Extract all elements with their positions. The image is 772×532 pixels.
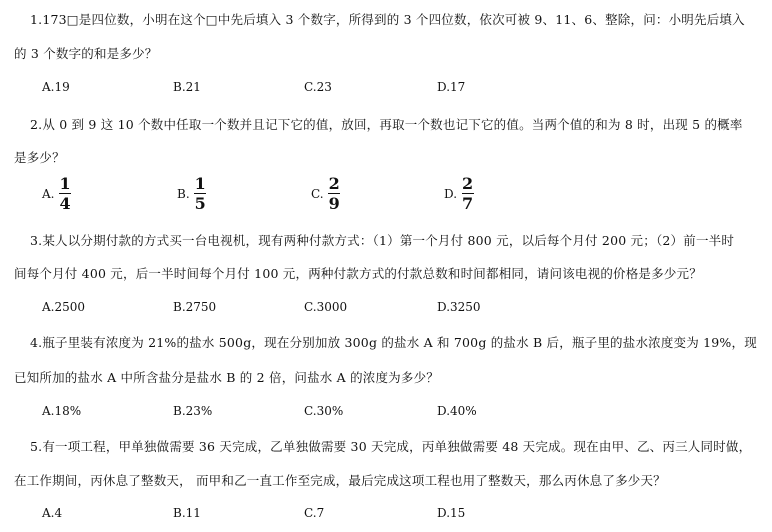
q1-option-d: D.17 [437, 80, 466, 94]
q5-option-a: A.4 [42, 506, 63, 520]
denominator: 7 [462, 194, 474, 213]
q5-option-b: B.11 [173, 506, 201, 520]
q4-option-c: C.30% [304, 404, 344, 418]
option-label: C. [311, 186, 324, 201]
q2-option-b [177, 175, 208, 212]
q4-text-line-1: 4.瓶子里装有浓度为 21%的盐水 500g，现在分别加放 300g 的盐水 A 和 700g 的盐水 B 后，瓶子里的盐水浓度变为 19%，现 [30, 335, 757, 350]
q4-option-b: B.23% [173, 404, 213, 418]
q1-text-line-2: 的 3 个数字的和是多少？ [14, 46, 158, 61]
q3-text-line-1: 3.某人以分期付款的方式买一台电视机，现有两种付款方式：（1）第一个月付 800 元，以后每个月付 200 元；（2）前一半时 [30, 233, 735, 248]
q5-text-line-1: 5.有一项工程，甲单独做需要 36 天完成，乙单独做需要 30 天完成，丙单独做需要 48 天完成。现在由甲、乙、丙三人同时做， [30, 439, 752, 454]
option-label: B. [177, 186, 190, 201]
q4-option-d: D.40% [437, 404, 477, 418]
q3-option-c: C.3000 [304, 300, 348, 314]
q5-text-line-2: 在工作期间，丙休息了整数天， 而甲和乙一直工作至完成，最后完成这项工程也用了整数天，那么丙休息了多少天？ [14, 473, 666, 488]
q4-option-a: A.18% [42, 404, 82, 418]
q2-option-a [42, 175, 73, 212]
q2-text-line-1: 2.从 0 到 9 这 10 个数中任取一个数并且记下它的值，放回，再取一个数也记下它的值。当两个值的和为 8 时，出现 5 的概率 [30, 117, 743, 132]
denominator: 9 [328, 194, 340, 213]
denominator: 4 [59, 194, 71, 213]
q2-option-d [444, 175, 475, 212]
numerator: 1 [194, 174, 206, 193]
q1-option-b: B.21 [173, 80, 201, 94]
fraction [193, 175, 208, 212]
q3-option-b: B.2750 [173, 300, 217, 314]
fraction [460, 175, 475, 212]
option-label: A. [42, 186, 55, 201]
q4-text-line-2: 已知所加的盐水 A 中所含盐分是盐水 B 的 2 倍，问盐水 A 的浓度为多少？ [14, 370, 439, 385]
numerator: 2 [328, 174, 340, 193]
q3-text-line-2: 间每个月付 400 元，后一半时间每个月付 100 元，两种付款方式的付款总数和时间都相同，请问该电视的价格是多少元？ [14, 266, 702, 281]
option-label: D. [444, 186, 458, 201]
numerator: 2 [462, 174, 474, 193]
q5-option-d: D.15 [437, 506, 466, 520]
denominator: 5 [194, 194, 206, 213]
numerator: 1 [59, 174, 71, 193]
fraction [57, 175, 72, 212]
q1-option-c: C.23 [304, 80, 332, 94]
q5-option-c: C.7 [304, 506, 325, 520]
q3-option-d: D.3250 [437, 300, 481, 314]
q2-text-line-2: 是多少？ [14, 150, 65, 165]
fraction [327, 175, 342, 212]
q3-option-a: A.2500 [42, 300, 86, 314]
q1-option-a: A.19 [42, 80, 70, 94]
q1-text-line-1: 1.173□是四位数，小明在这个□中先后填入 3 个数字，所得到的 3 个四位数，依次可被 9、11、6、整除，问：小明先后填入 [30, 12, 745, 27]
q2-option-c [311, 175, 342, 212]
